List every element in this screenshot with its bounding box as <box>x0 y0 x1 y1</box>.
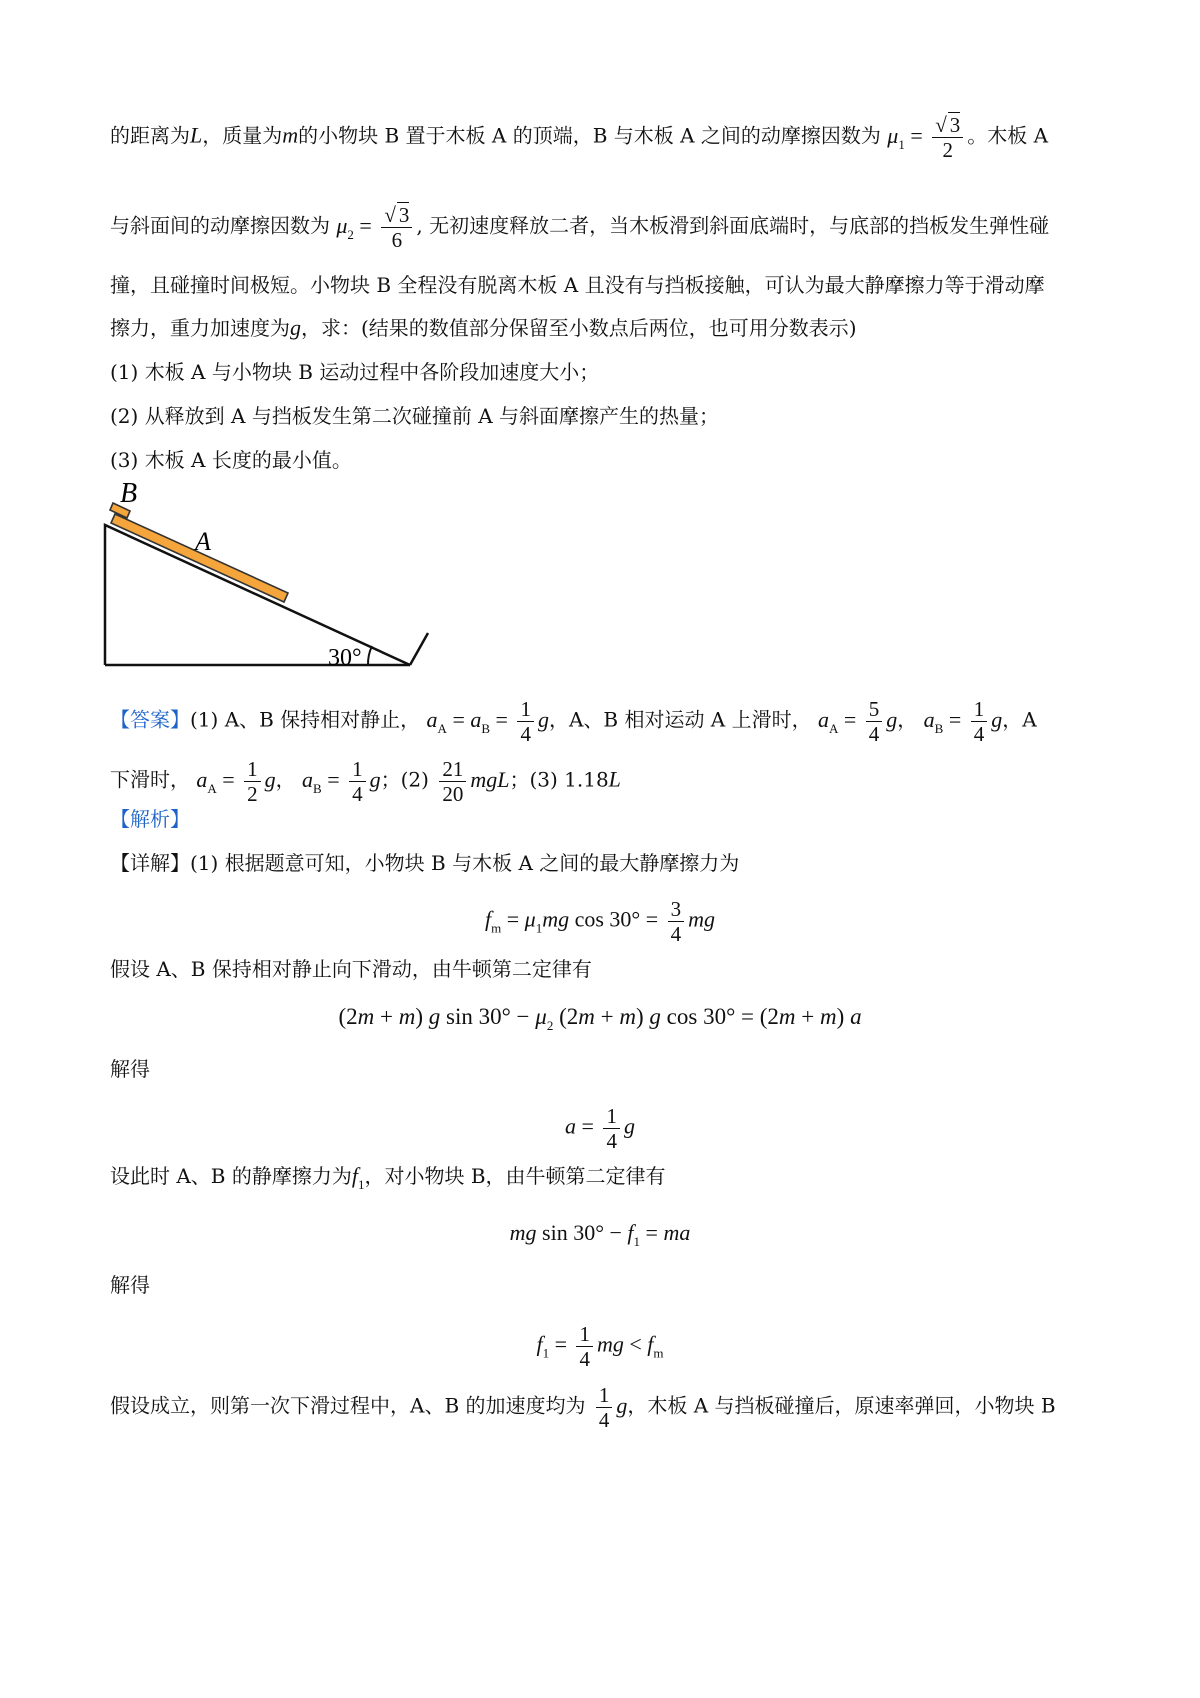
angle-label: 30° <box>328 645 362 671</box>
question-1: (1) 木板 A 与小物块 B 运动过程中各阶段加速度大小； <box>110 360 600 384</box>
eq-aA-up: $a_A$ = $\frac{5}{4}$ g <box>817 697 898 746</box>
detail-line-2: 假设 A、B 保持相对静止向下滑动，由牛顿第二定律有 <box>110 957 592 981</box>
text: ，木板 A 与挡板碰撞后，原速率弹回，小物块 B <box>627 1393 1056 1418</box>
mu1-fraction: $\frac{√ 3}{2}$ <box>932 113 963 162</box>
eq-heat: $\frac{21}{20}$ mgL <box>435 767 509 792</box>
problem-line-3: 撞，且碰撞时间极短。小物块 B 全程没有脱离木板 A 且没有与挡板接触，可认为最大静摩擦力等于滑动摩 <box>110 273 1045 297</box>
stopper-plate <box>410 633 428 665</box>
detail-line-1 <box>110 849 739 877</box>
mu1-expression: $\mu_1$ = $\frac{√ 3}{2}$ <box>887 123 967 148</box>
analysis-tag: 【解析】 <box>110 807 190 831</box>
var-g: g <box>290 315 301 340</box>
text: 设此时 A、B 的静摩擦力为 <box>110 1164 352 1188</box>
text: , 无初速度释放二者，当木板滑到斜面底端时，与底部的挡板发生弹性碰 <box>416 213 1050 238</box>
answer-line-1: 【答案】(1) A、B 保持相对静止， $a_A = a_B$ = $\frac{1}{4}$ g，A、B 相对运动 A 上滑时， $a_A$ = $\frac{5}{4}$ g， $a_B$ = $\frac{1}{4}$ g，A <box>110 697 1037 746</box>
var-L: L <box>190 122 203 148</box>
eq-aB-up: $a_B$ = $\frac{1}{4}$ g <box>923 697 1003 746</box>
eq-aB-down: $a_B$ = $\frac{1}{4}$ g <box>302 757 381 806</box>
solve-label-1: 解得 <box>110 1057 150 1081</box>
angle-arc <box>368 646 372 665</box>
question-2: (2) 从释放到 A 与挡板发生第二次碰撞前 A 与斜面摩擦产生的热量； <box>110 404 720 428</box>
text: 与斜面间的动摩擦因数为 <box>110 213 330 238</box>
analysis-line <box>110 805 190 833</box>
answer-line-2: 下滑时， $a_A$ = $\frac{1}{2}$ g， $a_B$ = $\frac{1}{4}$ g；(2) $\frac{21}{20}$ mgL；(3) 1.18L <box>110 757 621 806</box>
text: A <box>1022 707 1037 732</box>
text: 。木板 A <box>967 123 1049 148</box>
equation-a: a = $\frac{1}{4}$ g <box>565 1104 635 1153</box>
question-3: (3) 木板 A 长度的最小值。 <box>110 448 352 472</box>
mu2-expression: $\mu_2$ = $\frac{√ 3}{6}$ <box>336 213 416 238</box>
problem-line-1 <box>110 113 1048 162</box>
text: ；(2) <box>380 767 429 792</box>
detail-line-4: 假设成立，则第一次下滑过程中，A、B 的加速度均为 $\frac{1}{4}$ g，木板 A 与挡板碰撞后，原速率弹回，小物块 B <box>110 1383 1056 1432</box>
solve-label-2: 解得 <box>110 1273 150 1297</box>
incline-figure <box>100 480 480 680</box>
equation-newton-2: mg $\sin 30^\circ - f_1$ = ma <box>509 1220 691 1249</box>
text: 擦力，重力加速度为 <box>110 316 290 340</box>
text: ，A、B 相对运动 A 上滑时， <box>548 707 812 732</box>
label-A: A <box>195 527 211 556</box>
equation-newton-1: (2m + m) g $\sin 30^\circ - \mu_2$ (2m + m) g cos 30° = (2m + m) a <box>338 1004 862 1033</box>
var-m: m <box>282 122 299 148</box>
text: (1) 根据题意可知，小物块 B 与木板 A 之间的最大静摩擦力为 <box>190 851 740 875</box>
equation-fm: $f_m = \mu_1mg$ cos 30° = $\frac{3}{4}$ mg <box>484 897 716 946</box>
text: ，求：(结果的数值部分保留至小数点后两位，也可用分数表示) <box>301 316 857 340</box>
eq-aA-down: $a_A$ = $\frac{1}{2}$ g <box>196 757 276 806</box>
eq-aA-aB: $a_A = a_B$ = $\frac{1}{4}$ g <box>426 697 549 746</box>
text: (1) A、B 保持相对静止， <box>190 707 421 732</box>
var-L: L <box>608 766 621 792</box>
text: 的小物块 B 置于木板 A 的顶端，B 与木板 A 之间的动摩擦因数为 <box>298 123 881 148</box>
incline-triangle <box>105 525 410 665</box>
text: ，质量为 <box>202 123 283 148</box>
problem-line-2 <box>110 203 1049 252</box>
text: 假设成立，则第一次下滑过程中，A、B 的加速度均为 <box>110 1393 586 1418</box>
text: ；(3) 1.18 <box>509 767 609 792</box>
problem-line-4 <box>110 314 857 342</box>
detail-line-3: 设此时 A、B 的静摩擦力为$f_1$，对小物块 B，由牛顿第二定律有 <box>110 1163 666 1192</box>
text: ，对小物块 B，由牛顿第二定律有 <box>364 1164 666 1188</box>
equation-f1: $f_1$ = $\frac{1}{4}$ mg < $f_m$ <box>536 1322 664 1371</box>
detail-tag: 【详解】 <box>110 851 190 875</box>
mu2-fraction: $\frac{√ 3}{6}$ <box>381 203 412 252</box>
text: 的距离为 <box>110 123 190 148</box>
text: 下滑时， <box>110 767 190 792</box>
label-B: B <box>120 480 138 509</box>
answer-tag: 【答案】 <box>110 707 190 732</box>
